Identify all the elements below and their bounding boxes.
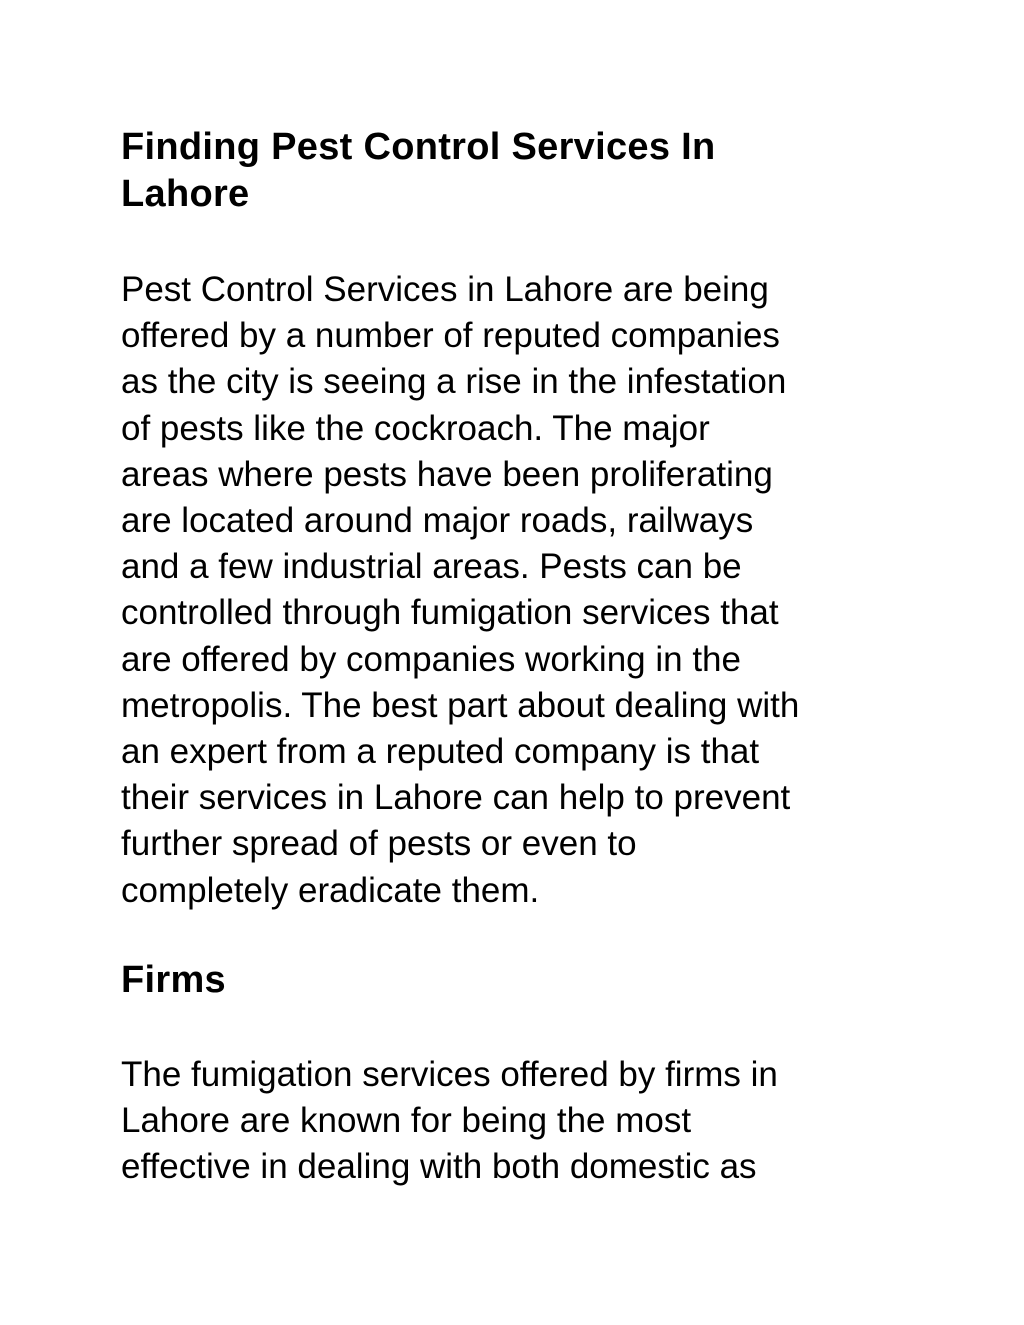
paragraph-line: Lahore are known for being the most: [121, 1101, 692, 1141]
paragraph-line: areas where pests have been proliferating: [121, 454, 773, 494]
title-line: Lahore: [121, 173, 250, 215]
paragraph-line: effective in dealing with both domestic as: [121, 1147, 757, 1187]
section-heading-firms: [121, 957, 921, 1004]
paragraph-line: are located around major roads, railways: [121, 501, 754, 541]
paragraph-line: of pests like the cockroach. The major: [121, 408, 710, 448]
paragraph-line: offered by a number of reputed companies: [121, 316, 780, 356]
firms-paragraph: [121, 1052, 921, 1191]
paragraph-line: an expert from a reputed company is that: [121, 732, 760, 772]
paragraph-line: are offered by companies working in the: [121, 639, 741, 679]
paragraph-line: as the city is seeing a rise in the infestation: [121, 362, 787, 402]
title-line: Finding Pest Control Services In: [121, 126, 716, 168]
paragraph-line: The fumigation services offered by firms in: [121, 1054, 778, 1094]
paragraph-line: Pest Control Services in Lahore are being: [121, 270, 769, 309]
intro-paragraph: [121, 267, 921, 914]
document-page: [121, 124, 921, 1190]
document-title: [121, 124, 921, 218]
paragraph-line: their services in Lahore can help to prevent: [121, 778, 791, 818]
paragraph-line: completely eradicate them.: [121, 870, 540, 910]
paragraph-line: metropolis. The best part about dealing with: [121, 685, 800, 725]
paragraph-line: further spread of pests or even to: [121, 824, 637, 864]
paragraph-line: controlled through fumigation services that: [121, 593, 779, 633]
section-heading-text: Firms: [121, 958, 226, 1001]
paragraph-line: and a few industrial areas. Pests can be: [121, 547, 742, 587]
